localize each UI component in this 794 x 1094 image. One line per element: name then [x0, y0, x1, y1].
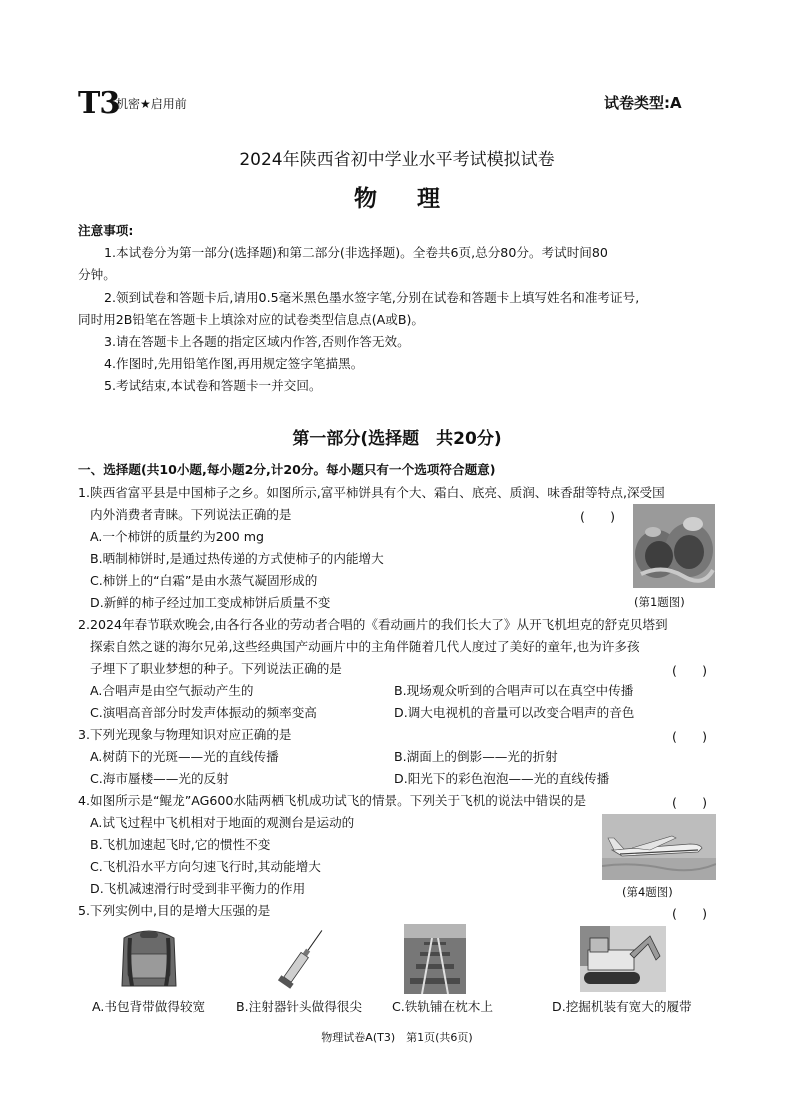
- subject-title: 物理: [354, 186, 480, 212]
- q3-option-c: C.海市蜃楼——光的反射: [90, 771, 229, 786]
- notice-line: 2.领到试卷和答题卡后,请用0.5毫米黑色墨水签字笔,分别在试卷和答题卡上填写姓名和准考证号,: [104, 290, 640, 305]
- q5-option-b: B.注射器针头做得很尖: [236, 999, 362, 1014]
- q2-option-b: B.现场观众听到的合唱声可以在真空中传播: [394, 683, 634, 698]
- paper-type: 试卷类型:A: [604, 94, 682, 112]
- secret-label: 机密★启用前: [116, 97, 187, 111]
- persimmon-cake-photo: [633, 504, 715, 588]
- q4-option-c: C.飞机沿水平方向匀速飞行时,其动能增大: [90, 859, 321, 874]
- q5-option-d: D.挖掘机装有宽大的履带: [552, 999, 692, 1014]
- notice-heading: 注意事项:: [78, 223, 134, 238]
- q2-option-a: A.合唱声是由空气振动产生的: [90, 683, 254, 698]
- q1-answer-paren: ( ): [580, 509, 616, 524]
- q3-stem: 3.下列光现象与物理知识对应正确的是: [78, 727, 292, 742]
- q2-stem: 2.2024年春节联欢晚会,由各行各业的劳动者合唱的《看动画片的我们长大了》从开飞机坦克的舒克贝塔到: [78, 617, 668, 632]
- q2-stem: 探索自然之谜的海尔兄弟,这些经典国产动画片中的主角伴随着几代人度过了美好的童年,也为许多孩: [90, 639, 640, 654]
- q1-option-a: A.一个柿饼的质量约为200 mg: [90, 529, 265, 544]
- railway-track-photo: [404, 924, 466, 994]
- q4-answer-paren: ( ): [672, 795, 708, 810]
- notice-line: 1.本试卷分为第一部分(选择题)和第二部分(非选择题)。全卷共6页,总分80分。考试时间80: [104, 245, 608, 260]
- q4-option-b: B.飞机加速起飞时,它的惯性不变: [90, 837, 271, 852]
- q3-answer-paren: ( ): [672, 729, 708, 744]
- q1-stem: 内外消费者青睐。下列说法正确的是: [90, 507, 292, 522]
- q5-option-c: C.铁轨铺在枕木上: [392, 999, 493, 1014]
- q2-stem: 子埋下了职业梦想的种子。下列说法正确的是: [90, 661, 342, 676]
- notice-line: 5.考试结束,本试卷和答题卡一并交回。: [104, 378, 322, 393]
- syringe-photo: [270, 924, 334, 992]
- notice-line: 分钟。: [78, 267, 116, 282]
- q4-option-d: D.飞机减速滑行时受到非平衡力的作用: [90, 881, 306, 896]
- notice-line: 3.请在答题卡上各题的指定区域内作答,否则作答无效。: [104, 334, 410, 349]
- q2-answer-paren: ( ): [672, 663, 708, 678]
- q1-figure-caption: (第1题图): [634, 595, 685, 609]
- q4-option-a: A.试飞过程中飞机相对于地面的观测台是运动的: [90, 815, 355, 830]
- q3-option-b: B.湖面上的倒影——光的折射: [394, 749, 558, 764]
- notice-line: 同时用2B铅笔在答题卡上填涂对应的试卷类型信息点(A或B)。: [78, 312, 424, 327]
- amphibious-plane-photo: [602, 814, 716, 880]
- q4-figure-caption: (第4题图): [622, 885, 673, 899]
- q1-stem: 1.陕西省富平县是中国柿子之乡。如图所示,富平柿饼具有个大、霜白、底亮、质润、味香甜等特点,深受国: [78, 485, 665, 500]
- q5-stem: 5.下列实例中,目的是增大压强的是: [78, 903, 271, 918]
- exam-title: 2024年陕西省初中学业水平考试模拟试卷: [239, 150, 555, 170]
- q4-stem: 4.如图所示是“鲲龙”AG600水陆两栖飞机成功试飞的情景。下列关于飞机的说法中错误的是: [78, 793, 587, 808]
- q1-option-c: C.柿饼上的“白霜”是由水蒸气凝固形成的: [90, 573, 318, 588]
- q5-option-a: A.书包背带做得较宽: [92, 999, 206, 1014]
- q3-option-d: D.阳光下的彩色泡泡——光的直线传播: [394, 771, 610, 786]
- paper-code: T3: [78, 86, 120, 121]
- q1-option-d: D.新鲜的柿子经过加工变成柿饼后质量不变: [90, 595, 331, 610]
- part-instruction: 一、选择题(共10小题,每小题2分,计20分。每小题只有一个选项符合题意): [78, 462, 496, 477]
- schoolbag-photo: [110, 924, 188, 992]
- section-heading: 第一部分(选择题 共20分): [292, 429, 502, 449]
- page-footer: 物理试卷A(T3) 第1页(共6页): [321, 1031, 473, 1044]
- notice-line: 4.作图时,先用铅笔作图,再用规定签字笔描黑。: [104, 356, 364, 371]
- q5-answer-paren: ( ): [672, 906, 708, 921]
- q2-option-c: C.演唱高音部分时发声体振动的频率变高: [90, 705, 317, 720]
- q2-option-d: D.调大电视机的音量可以改变合唱声的音色: [394, 705, 635, 720]
- q3-option-a: A.树荫下的光斑——光的直线传播: [90, 749, 279, 764]
- q1-option-b: B.晒制柿饼时,是通过热传递的方式使柿子的内能增大: [90, 551, 384, 566]
- excavator-photo: [580, 926, 666, 992]
